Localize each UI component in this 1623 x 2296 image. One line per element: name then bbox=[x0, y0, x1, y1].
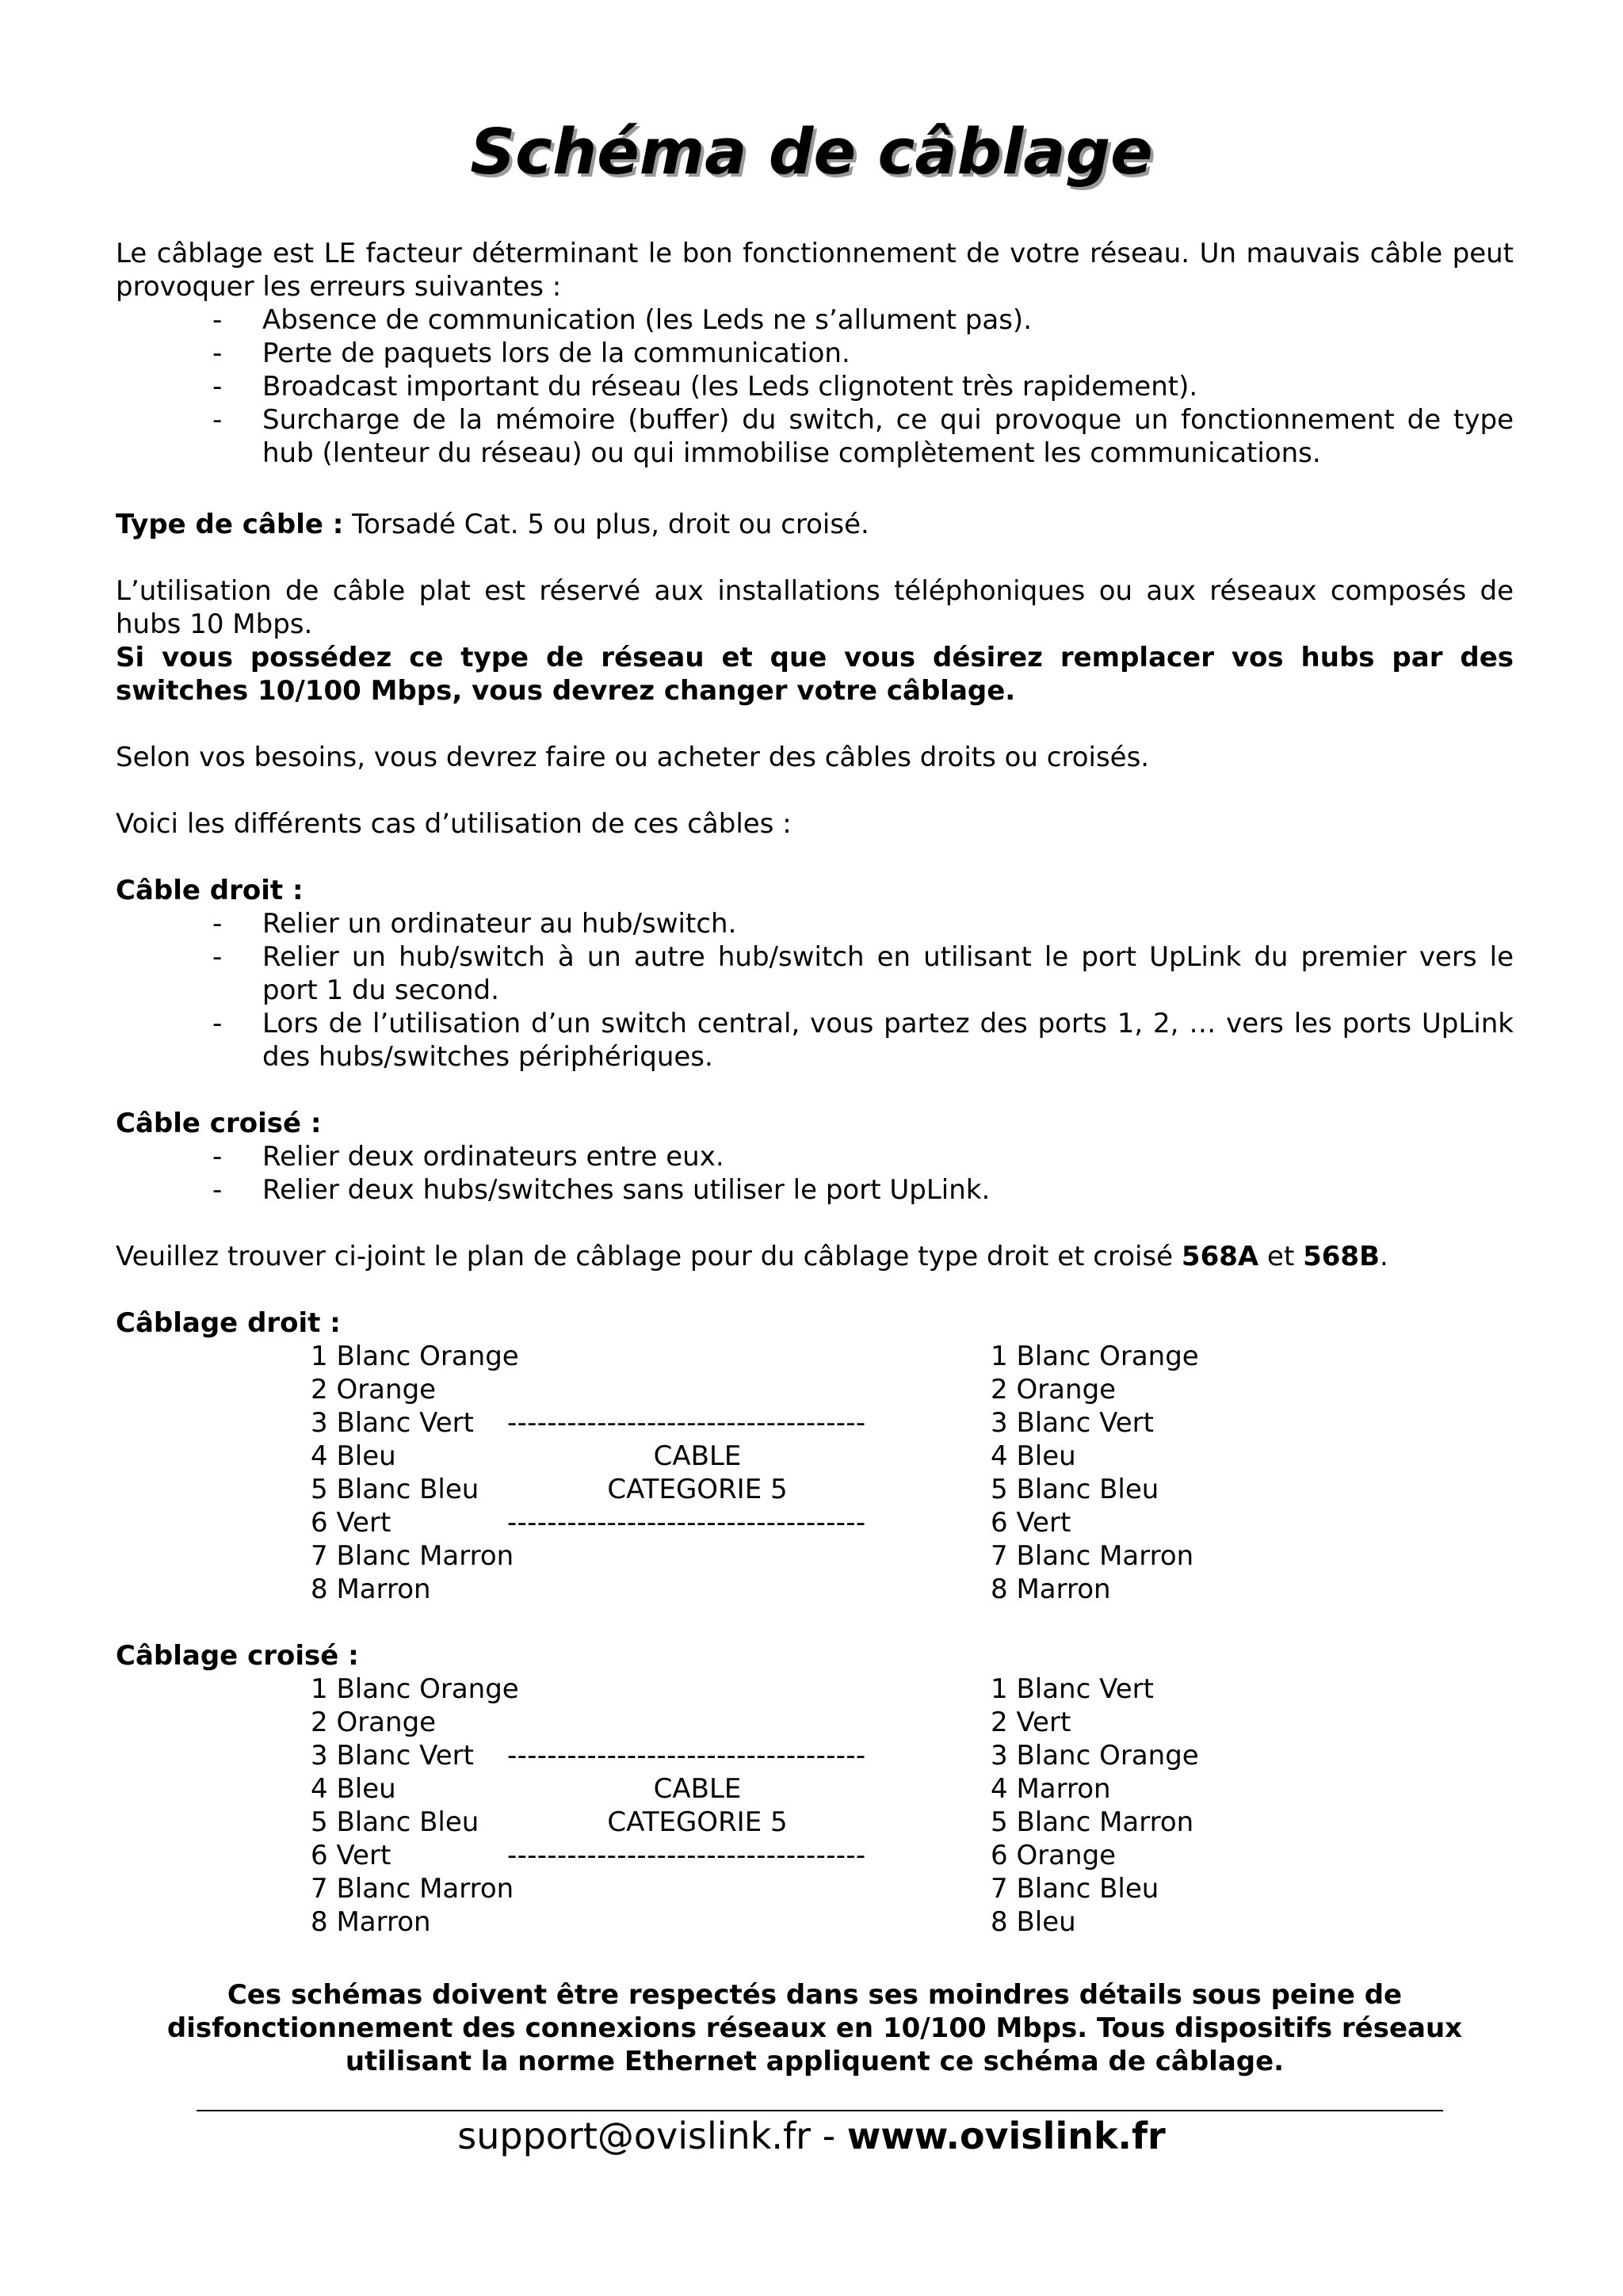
cross-wiring-right-pins bbox=[991, 1672, 1199, 1939]
straight-wiring-right-pins bbox=[991, 1340, 1199, 1606]
cross-wiring-left-pins bbox=[311, 1672, 519, 1939]
cable-category-label: CATEGORIE 5 bbox=[607, 1806, 788, 1838]
pin-label: 3 Blanc Vert bbox=[991, 1407, 1154, 1439]
website-link[interactable]: www.ovislink.fr bbox=[846, 2115, 1166, 2157]
errors-list bbox=[116, 303, 1514, 470]
pin-label: 2 Orange bbox=[311, 1707, 437, 1738]
cable-label: CABLE bbox=[653, 1773, 742, 1805]
cable-line-top: ------------------------------------ bbox=[507, 1407, 866, 1439]
flat-cable-paragraph: L’utilisation de câble plat est réservé aux installations téléphoniques ou aux réseaux composés de hubs 10 Mbps. bbox=[116, 575, 1514, 640]
footer bbox=[0, 2112, 1623, 2160]
straight-wiring-diagram bbox=[0, 1340, 1623, 1606]
pin-label: 6 Orange bbox=[991, 1840, 1117, 1871]
list-item: - Lors de l’utilisation d’un switch central, vous partez des ports 1, 2, … vers les ports UpLink des hubs/switches périphériques. bbox=[212, 1008, 1514, 1073]
straight-wiring-left-pins bbox=[311, 1340, 519, 1606]
pin-label: 8 Marron bbox=[311, 1573, 431, 1605]
cross-cable-list bbox=[116, 1140, 1514, 1207]
standard-568b: 568B bbox=[1303, 1241, 1380, 1272]
straight-cable-list bbox=[116, 907, 1514, 1074]
pin-label: 7 Blanc Marron bbox=[311, 1873, 514, 1905]
pin-label: 3 Blanc Orange bbox=[991, 1740, 1199, 1772]
cable-type-line bbox=[116, 508, 1514, 541]
list-item: - Relier deux hubs/switches sans utiliser le port UpLink. bbox=[212, 1174, 991, 1206]
pin-label: 2 Vert bbox=[991, 1707, 1071, 1738]
cross-cable-heading: Câble croisé : bbox=[116, 1108, 322, 1139]
pin-label: 5 Blanc Bleu bbox=[311, 1806, 479, 1838]
pin-label: 7 Blanc Marron bbox=[991, 1540, 1194, 1572]
pin-label: 5 Blanc Bleu bbox=[991, 1474, 1159, 1505]
pin-label: 2 Orange bbox=[311, 1374, 437, 1405]
straight-cable-heading: Câble droit : bbox=[116, 875, 304, 906]
pin-label: 1 Blanc Orange bbox=[991, 1341, 1199, 1372]
standard-568a: 568A bbox=[1181, 1241, 1259, 1272]
pin-label: 6 Vert bbox=[311, 1840, 391, 1871]
pin-label: 8 Bleu bbox=[991, 1906, 1076, 1938]
closing-note: Ces schémas doivent être respectés dans ses moindres détails sous peine de disfonctionnement des connexions réseaux en 10/100 Mbps. Tous dispositifs réseaux utilisant la norme Ethernet appliquent ce schéma de câblage. bbox=[166, 1979, 1463, 2077]
list-item: - Relier deux ordinateurs entre eux. bbox=[212, 1141, 724, 1173]
pin-label: 1 Blanc Vert bbox=[991, 1673, 1154, 1705]
page-title: Schéma de câblage bbox=[470, 116, 1153, 189]
pin-label: 5 Blanc Marron bbox=[991, 1806, 1194, 1838]
pin-label: 6 Vert bbox=[311, 1507, 391, 1539]
pin-label: 8 Marron bbox=[311, 1906, 431, 1938]
pin-label: 6 Vert bbox=[991, 1507, 1071, 1539]
pin-label: 4 Marron bbox=[991, 1773, 1111, 1805]
flat-cable-warning: Si vous possédez ce type de réseau et que vous désirez remplacer vos hubs par des switches 10/100 Mbps, vous devrez changer votre câblage. bbox=[116, 642, 1514, 707]
pin-label: 7 Blanc Marron bbox=[311, 1540, 514, 1572]
footer-separator: - bbox=[811, 2115, 847, 2157]
pin-label: 1 Blanc Orange bbox=[311, 1341, 519, 1372]
cross-wiring-heading: Câblage croisé : bbox=[116, 1640, 359, 1672]
pin-label: 5 Blanc Bleu bbox=[311, 1474, 479, 1505]
cable-line-top: ------------------------------------ bbox=[507, 1740, 866, 1772]
straight-wiring-heading: Câblage droit : bbox=[116, 1307, 341, 1339]
cross-wiring-diagram bbox=[0, 1672, 1623, 1939]
pin-label: 3 Blanc Vert bbox=[311, 1740, 474, 1772]
pin-label: 8 Marron bbox=[991, 1573, 1111, 1605]
list-item: - Perte de paquets lors de la communication. bbox=[212, 338, 850, 369]
pin-label: 2 Orange bbox=[991, 1374, 1117, 1405]
cable-line-bottom: ------------------------------------ bbox=[507, 1840, 866, 1871]
pin-label: 4 Bleu bbox=[311, 1440, 396, 1472]
cable-type-value: Torsadé Cat. 5 ou plus, droit ou croisé. bbox=[343, 509, 869, 540]
pin-label: 1 Blanc Orange bbox=[311, 1673, 519, 1705]
pin-label: 7 Blanc Bleu bbox=[991, 1873, 1159, 1905]
cable-label: CABLE bbox=[653, 1440, 742, 1472]
pin-label: 4 Bleu bbox=[311, 1773, 396, 1805]
support-email-link[interactable]: support@ovislink.fr bbox=[457, 2115, 812, 2157]
list-item: - Relier un ordinateur au hub/switch. bbox=[212, 908, 737, 940]
list-item: - Broadcast important du réseau (les Leds clignotent très rapidement). bbox=[212, 371, 1198, 402]
pin-label: 3 Blanc Vert bbox=[311, 1407, 474, 1439]
wiring-plan-paragraph: Veuillez trouver ci-joint le plan de câblage pour du câblage type droit et croisé 568A et 568B. bbox=[116, 1241, 1388, 1272]
cable-type-label: Type de câble : bbox=[116, 509, 344, 540]
intro-paragraph: Le câblage est LE facteur déterminant le bon fonctionnement de votre réseau. Un mauvais câble peut provoquer les erreurs suivantes : bbox=[116, 238, 1514, 303]
list-item: - Relier un hub/switch à un autre hub/switch en utilisant le port UpLink du premier vers le port 1 du second. bbox=[212, 941, 1514, 1006]
needs-paragraph: Selon vos besoins, vous devrez faire ou acheter des câbles droits ou croisés. bbox=[116, 742, 1150, 773]
pin-label: 4 Bleu bbox=[991, 1440, 1076, 1472]
list-item: - Surcharge de la mémoire (buffer) du switch, ce qui provoque un fonctionnement de type hub (lenteur du réseau) ou qui immobilise complètement les communications. bbox=[212, 404, 1514, 469]
cable-line-bottom: ------------------------------------ bbox=[507, 1507, 866, 1539]
cable-category-label: CATEGORIE 5 bbox=[607, 1474, 788, 1505]
use-cases-paragraph: Voici les différents cas d’utilisation de ces câbles : bbox=[116, 808, 792, 840]
list-item: - Absence de communication (les Leds ne s’allument pas). bbox=[212, 304, 1033, 336]
footer-divider bbox=[197, 2110, 1443, 2111]
